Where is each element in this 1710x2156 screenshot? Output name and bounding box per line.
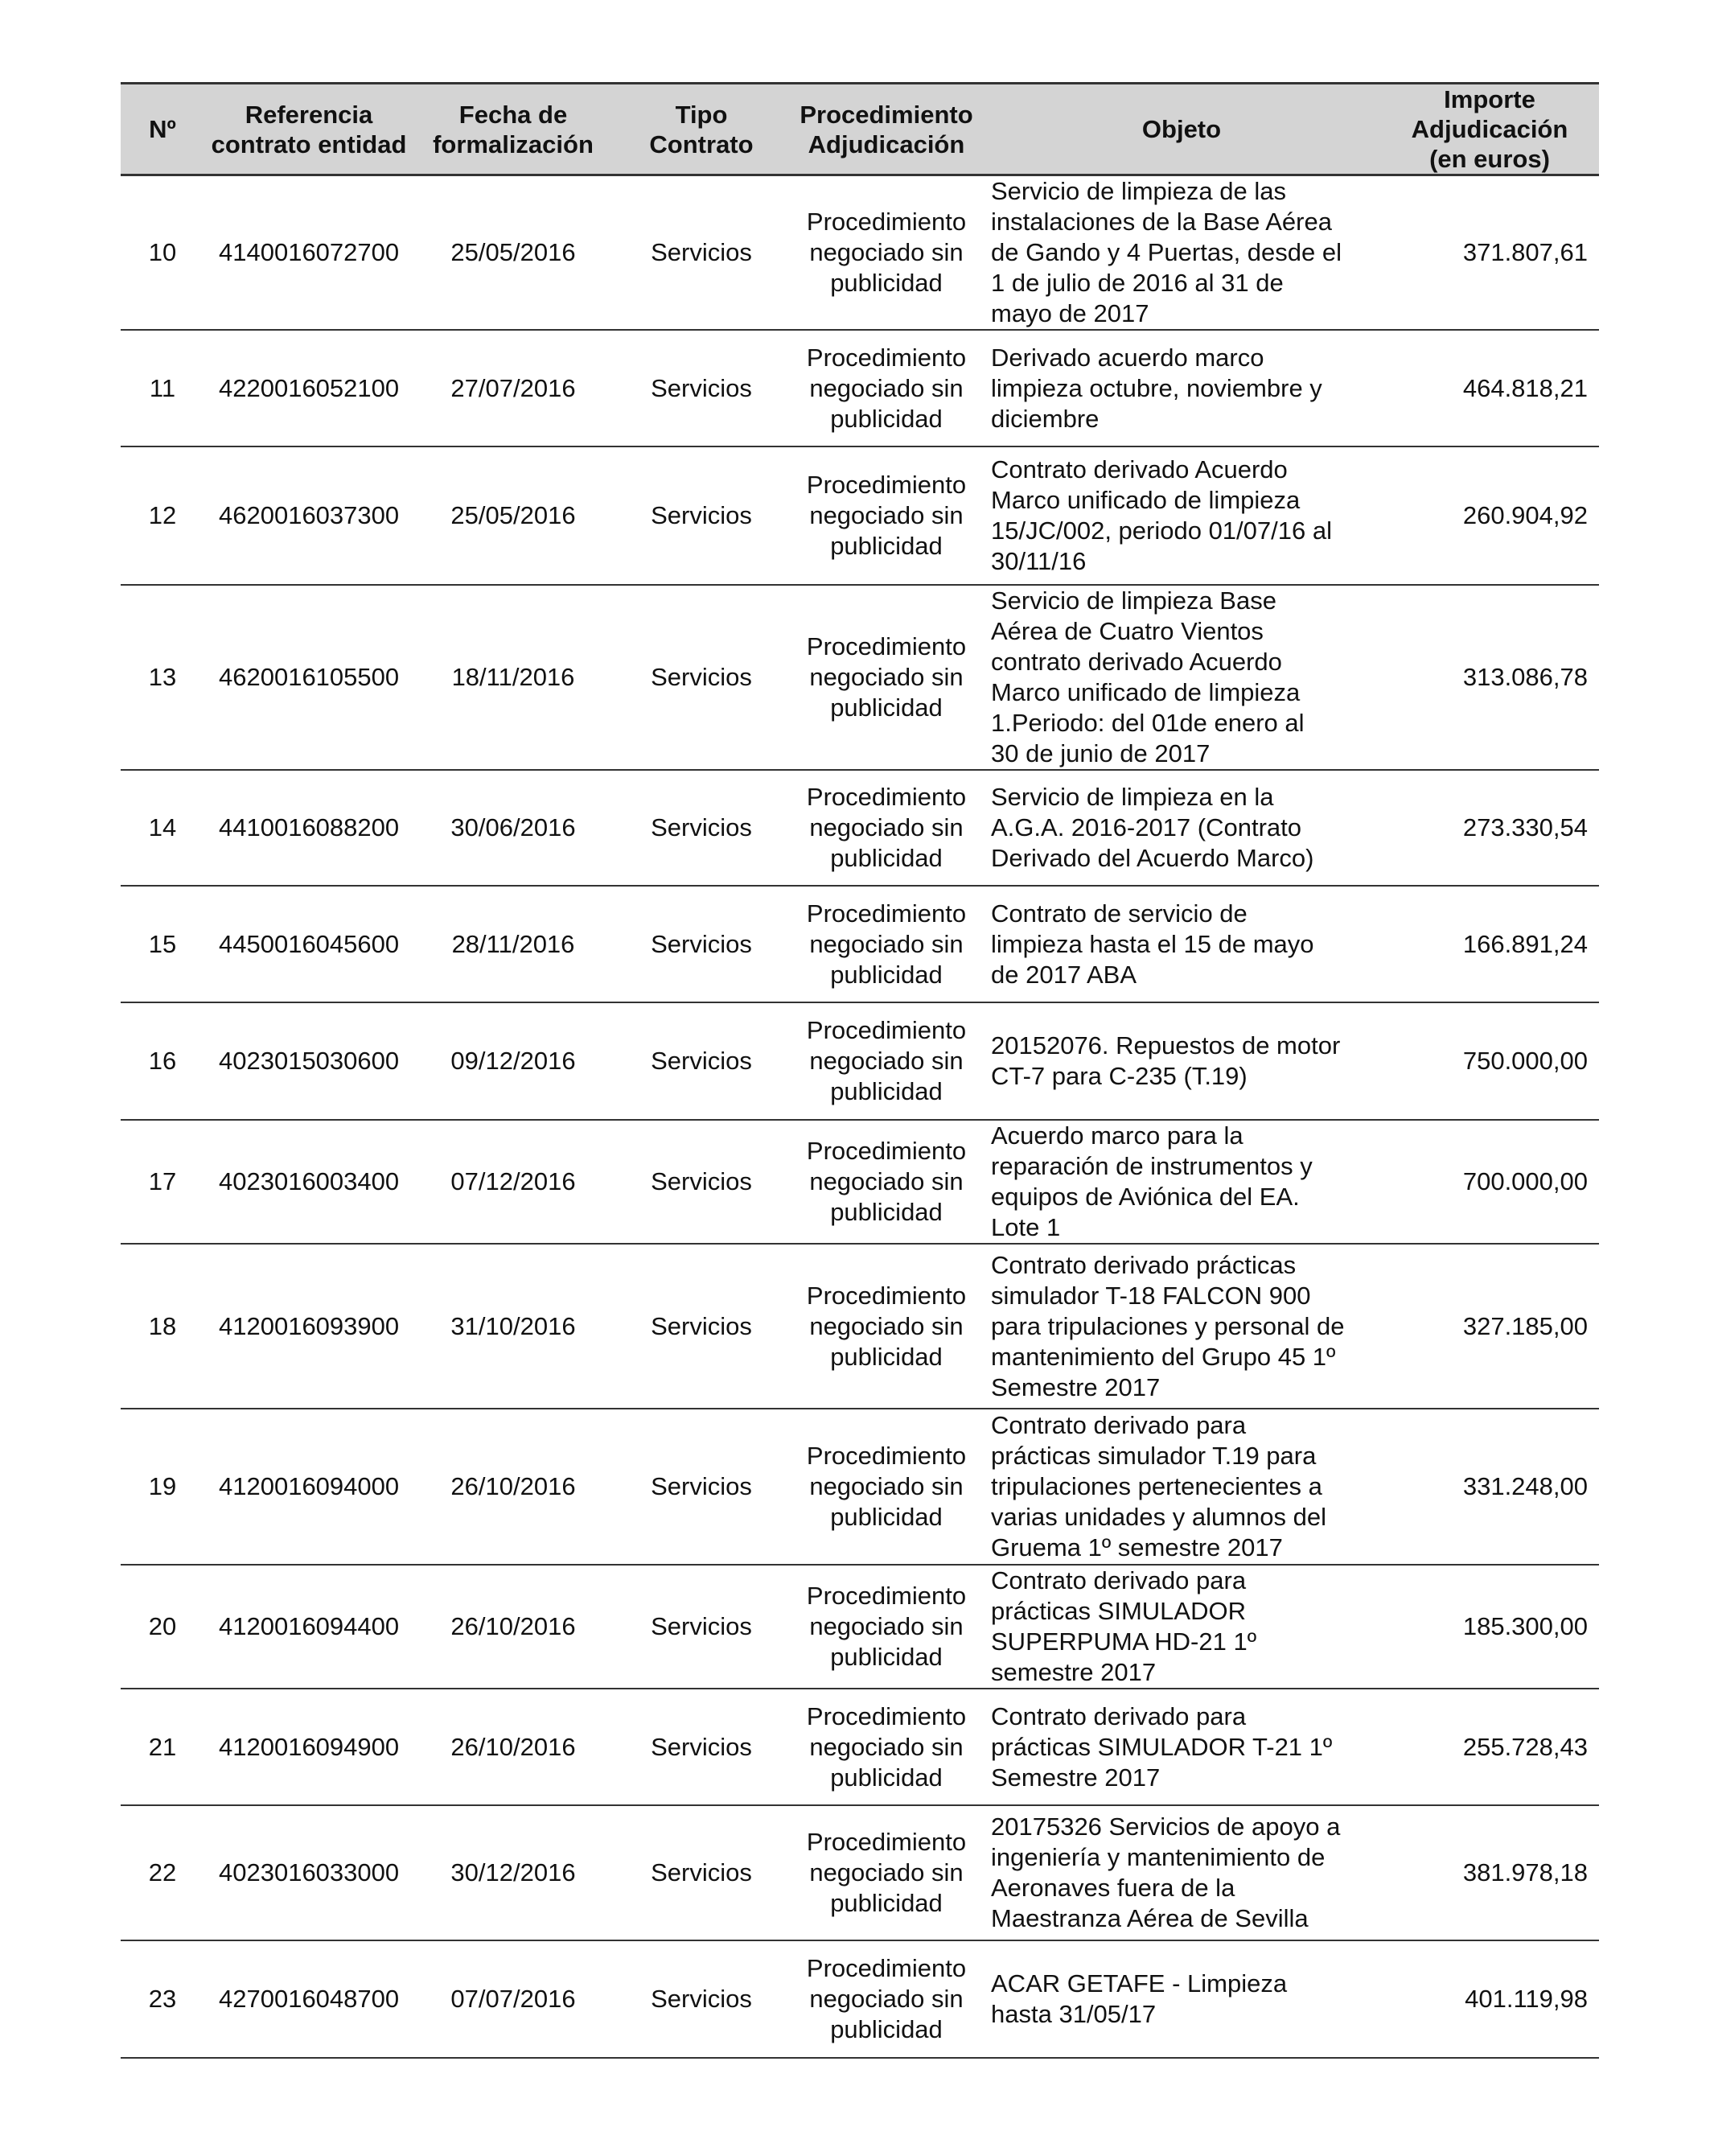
cell-number [121,1244,204,1409]
cell-number-text: 23 [148,1985,177,2013]
cell-procedimiento-text: Procedimiento negociado sin publicidad [806,208,967,297]
cell-importe-text: 313.086,78 [1462,663,1588,691]
cell-importe-text: 327.185,00 [1462,1311,1588,1340]
table-row [121,175,1599,331]
cell-fecha [413,1244,613,1409]
cell-tipo-text: Servicios [651,1472,752,1500]
cell-tipo-text: Servicios [651,929,752,958]
cell-referencia [204,1244,413,1409]
table-row [121,1409,1599,1565]
cell-referencia-text: 4120016093900 [219,1311,400,1340]
cell-number [121,175,204,331]
cell-number [121,1120,204,1244]
cell-importe-text: 371.807,61 [1462,238,1588,266]
table-row [121,1940,1599,2058]
cell-procedimiento [790,1002,983,1120]
cell-objeto [983,1409,1380,1565]
cell-objeto-text: Acuerdo marco para la reparación de instrumentos y equipos de Aviónica del EA. Lote 1 [991,1121,1313,1241]
cell-tipo [613,1940,790,2058]
cell-procedimiento [790,1940,983,2058]
cell-importe [1380,330,1599,446]
cell-objeto-text: Contrato derivado para prácticas SIMULADOR T-21 1º Semestre 2017 [991,1701,1333,1792]
cell-procedimiento-text: Procedimiento negociado sin publicidad [806,343,967,433]
cell-fecha [413,1120,613,1244]
table-row [121,1244,1599,1409]
cell-referencia-text: 4120016094000 [219,1472,400,1500]
cell-importe [1380,585,1599,770]
cell-objeto [983,1002,1380,1120]
cell-number-text: 22 [148,1858,177,1886]
cell-fecha-text: 30/12/2016 [450,1858,576,1886]
cell-objeto-text: Contrato derivado para prácticas simulador T.19 para tripulaciones pertenecientes a varias unidades y alumnos del Gruema 1º semestre 2017 [991,1411,1327,1561]
cell-objeto-text: Contrato derivado para prácticas SIMULADOR SUPERPUMA HD-21 1º semestre 2017 [991,1566,1257,1686]
cell-objeto-text: ACAR GETAFE - Limpieza hasta 31/05/17 [991,1969,1288,2028]
cell-procedimiento [790,175,983,331]
cell-fecha-text: 07/12/2016 [450,1167,576,1195]
cell-tipo [613,175,790,331]
cell-procedimiento [790,1409,983,1565]
cell-referencia-text: 4220016052100 [219,373,400,402]
cell-procedimiento-text: Procedimiento negociado sin publicidad [806,783,967,872]
table-row [121,585,1599,770]
cell-fecha [413,446,613,585]
cell-referencia [204,175,413,331]
cell-importe-text: 700.000,00 [1462,1167,1588,1195]
cell-objeto [983,585,1380,770]
cell-referencia-text: 4140016072700 [219,238,400,266]
cell-importe [1380,770,1599,886]
cell-importe [1380,1120,1599,1244]
cell-referencia-text: 4620016037300 [219,501,400,529]
cell-referencia-text: 4023016033000 [219,1858,400,1886]
cell-tipo [613,770,790,886]
cell-fecha-text: 07/07/2016 [450,1985,576,2013]
cell-importe-text: 260.904,92 [1462,501,1588,529]
cell-importe-text: 331.248,00 [1462,1472,1588,1500]
cell-number [121,585,204,770]
cell-referencia [204,330,413,446]
table-row [121,770,1599,886]
cell-importe-text: 273.330,54 [1462,813,1588,841]
cell-procedimiento-text: Procedimiento negociado sin publicidad [806,1828,967,1917]
cell-referencia [204,1409,413,1565]
cell-objeto-text: Servicio de limpieza Base Aérea de Cuatro Vientos contrato derivado Acuerdo Marco unificado de limpieza 1.Periodo: del 01de enero al 30 de junio de 2017 [991,586,1305,767]
cell-fecha [413,770,613,886]
cell-procedimiento-text: Procedimiento negociado sin publicidad [806,632,967,722]
cell-number-text: 10 [148,238,177,266]
cell-tipo-text: Servicios [651,1167,752,1195]
cell-number-text: 17 [148,1167,177,1195]
header-procedimiento: Procedimiento Adjudicación [790,84,983,175]
table-row [121,446,1599,585]
cell-tipo [613,585,790,770]
cell-fecha-text: 18/11/2016 [451,663,575,691]
cell-procedimiento [790,1805,983,1940]
cell-fecha-text: 26/10/2016 [450,1732,576,1761]
cell-number-text: 19 [148,1472,177,1500]
cell-importe-text: 401.119,98 [1465,1985,1588,2013]
cell-fecha-text: 26/10/2016 [450,1472,576,1500]
cell-procedimiento-text: Procedimiento negociado sin publicidad [806,1954,967,2043]
cell-objeto-text: 20175326 Servicios de apoyo a ingeniería y mantenimiento de Aeronaves fuera de la Maestranza Aérea de Sevilla [991,1812,1341,1932]
table-row [121,1002,1599,1120]
cell-referencia [204,1689,413,1805]
table-row [121,1565,1599,1689]
cell-importe [1380,446,1599,585]
cell-tipo [613,1409,790,1565]
cell-procedimiento [790,1565,983,1689]
cell-fecha-text: 28/11/2016 [451,929,575,958]
cell-tipo [613,886,790,1002]
cell-number [121,1689,204,1805]
cell-fecha-text: 25/05/2016 [450,501,576,529]
cell-procedimiento [790,1244,983,1409]
cell-referencia [204,770,413,886]
cell-fecha [413,1565,613,1689]
cell-fecha-text: 09/12/2016 [450,1047,576,1075]
cell-referencia-text: 4270016048700 [219,1985,400,2013]
table-body [121,175,1599,2059]
cell-referencia [204,446,413,585]
cell-objeto-text: Contrato derivado Acuerdo Marco unificado de limpieza 15/JC/002, periodo 01/07/16 al 30/11/16 [991,455,1332,575]
cell-importe [1380,1565,1599,1689]
cell-procedimiento-text: Procedimiento negociado sin publicidad [806,1701,967,1792]
header-no: Nº [121,84,204,175]
cell-number [121,1002,204,1120]
table-row [121,1689,1599,1805]
cell-procedimiento [790,886,983,1002]
header-importe: Importe Adjudicación (en euros) [1380,84,1599,175]
cell-procedimiento [790,585,983,770]
cell-number [121,446,204,585]
cell-objeto [983,175,1380,331]
cell-objeto-text: Contrato de servicio de limpieza hasta el 15 de mayo de 2017 ABA [991,899,1314,989]
cell-procedimiento [790,1120,983,1244]
cell-objeto-text: Contrato derivado prácticas simulador T-18 FALCON 900 para tripulaciones y personal de mantenimiento del Grupo 45 1º Semestre 2017 [991,1250,1345,1401]
cell-importe [1380,1805,1599,1940]
cell-objeto-text: Servicio de limpieza en la A.G.A. 2016-2017 (Contrato Derivado del Acuerdo Marco) [991,783,1314,872]
cell-referencia-text: 4120016094900 [219,1732,400,1761]
cell-referencia-text: 4620016105500 [219,663,400,691]
cell-referencia-text: 4410016088200 [219,813,400,841]
cell-importe [1380,886,1599,1002]
cell-tipo-text: Servicios [651,1985,752,2013]
header-fecha: Fecha de formalización [413,84,613,175]
cell-fecha [413,1805,613,1940]
cell-objeto [983,1565,1380,1689]
cell-tipo-text: Servicios [651,1311,752,1340]
cell-objeto [983,330,1380,446]
cell-number-text: 11 [149,373,176,402]
cell-procedimiento-text: Procedimiento negociado sin publicidad [806,1137,967,1226]
cell-tipo [613,1244,790,1409]
cell-importe-text: 750.000,00 [1462,1047,1588,1075]
cell-tipo-text: Servicios [651,373,752,402]
table-row [121,1120,1599,1244]
cell-procedimiento-text: Procedimiento negociado sin publicidad [806,1281,967,1371]
cell-number [121,1805,204,1940]
cell-referencia-text: 4450016045600 [219,929,400,958]
table-row [121,330,1599,446]
cell-referencia [204,1120,413,1244]
cell-objeto-text: Servicio de limpieza de las instalaciones de la Base Aérea de Gando y 4 Puertas, desde el 1 de julio de 2016 al 31 de mayo de 2017 [991,177,1342,327]
cell-procedimiento-text: Procedimiento negociado sin publicidad [806,1016,967,1105]
cell-objeto [983,1689,1380,1805]
cell-objeto [983,1120,1380,1244]
cell-tipo [613,1689,790,1805]
cell-procedimiento-text: Procedimiento negociado sin publicidad [806,471,967,560]
cell-referencia-text: 4120016094400 [219,1612,400,1640]
cell-tipo [613,446,790,585]
table-row [121,886,1599,1002]
cell-tipo-text: Servicios [651,1732,752,1761]
table-row [121,1805,1599,1940]
cell-tipo-text: Servicios [651,501,752,529]
cell-procedimiento [790,770,983,886]
cell-referencia [204,1940,413,2058]
cell-number [121,1409,204,1565]
cell-importe-text: 166.891,24 [1462,929,1588,958]
cell-objeto [983,446,1380,585]
contracts-table [121,82,1599,2059]
cell-tipo-text: Servicios [651,1047,752,1075]
cell-number [121,886,204,1002]
cell-number-text: 12 [148,501,177,529]
cell-procedimiento-text: Procedimiento negociado sin publicidad [806,1582,967,1671]
cell-procedimiento [790,446,983,585]
cell-fecha [413,330,613,446]
cell-importe-text: 185.300,00 [1462,1612,1588,1640]
table-header-row [121,84,1599,175]
cell-tipo [613,1805,790,1940]
cell-number-text: 13 [148,663,177,691]
cell-fecha [413,1409,613,1565]
cell-fecha-text: 27/07/2016 [450,373,576,402]
cell-procedimiento-text: Procedimiento negociado sin publicidad [806,1442,967,1531]
cell-importe [1380,1244,1599,1409]
cell-objeto [983,1244,1380,1409]
cell-referencia [204,1565,413,1689]
cell-fecha-text: 31/10/2016 [450,1311,576,1340]
cell-importe [1380,1002,1599,1120]
cell-importe-text: 464.818,21 [1462,373,1588,402]
cell-objeto [983,1805,1380,1940]
cell-number-text: 18 [148,1311,177,1340]
cell-tipo [613,1565,790,1689]
cell-procedimiento [790,330,983,446]
cell-referencia [204,1002,413,1120]
cell-referencia [204,585,413,770]
cell-referencia [204,886,413,1002]
cell-importe [1380,175,1599,331]
cell-number-text: 16 [148,1047,177,1075]
cell-referencia [204,1805,413,1940]
cell-number [121,330,204,446]
cell-fecha-text: 26/10/2016 [450,1612,576,1640]
cell-fecha [413,175,613,331]
cell-tipo-text: Servicios [651,1858,752,1886]
header-referencia: Referencia contrato entidad [204,84,413,175]
cell-referencia-text: 4023016003400 [219,1167,400,1195]
cell-number-text: 15 [148,929,177,958]
cell-fecha-text: 25/05/2016 [450,238,576,266]
cell-fecha [413,886,613,1002]
cell-tipo-text: Servicios [651,1612,752,1640]
cell-fecha [413,1002,613,1120]
cell-objeto [983,886,1380,1002]
cell-tipo-text: Servicios [651,813,752,841]
cell-tipo [613,1120,790,1244]
cell-fecha [413,1689,613,1805]
cell-number-text: 20 [148,1612,177,1640]
cell-importe [1380,1689,1599,1805]
cell-importe-text: 381.978,18 [1462,1858,1588,1886]
cell-number-text: 14 [148,813,177,841]
cell-objeto-text: 20152076. Repuestos de motor CT-7 para C-235 (T.19) [991,1031,1341,1090]
cell-number [121,1565,204,1689]
cell-tipo [613,1002,790,1120]
cell-procedimiento [790,1689,983,1805]
cell-fecha-text: 30/06/2016 [450,813,576,841]
cell-number-text: 21 [148,1732,177,1761]
cell-number [121,770,204,886]
cell-procedimiento-text: Procedimiento negociado sin publicidad [806,899,967,989]
cell-number [121,1940,204,2058]
cell-referencia-text: 4023015030600 [219,1047,400,1075]
cell-objeto [983,770,1380,886]
cell-importe [1380,1940,1599,2058]
cell-fecha [413,585,613,770]
cell-importe [1380,1409,1599,1565]
cell-tipo-text: Servicios [651,238,752,266]
header-objeto: Objeto [983,84,1380,175]
cell-tipo [613,330,790,446]
cell-tipo-text: Servicios [651,663,752,691]
cell-fecha [413,1940,613,2058]
cell-objeto [983,1940,1380,2058]
header-tipo: Tipo Contrato [613,84,790,175]
cell-importe-text: 255.728,43 [1462,1732,1588,1761]
cell-objeto-text: Derivado acuerdo marco limpieza octubre, noviembre y diciembre [991,343,1322,433]
